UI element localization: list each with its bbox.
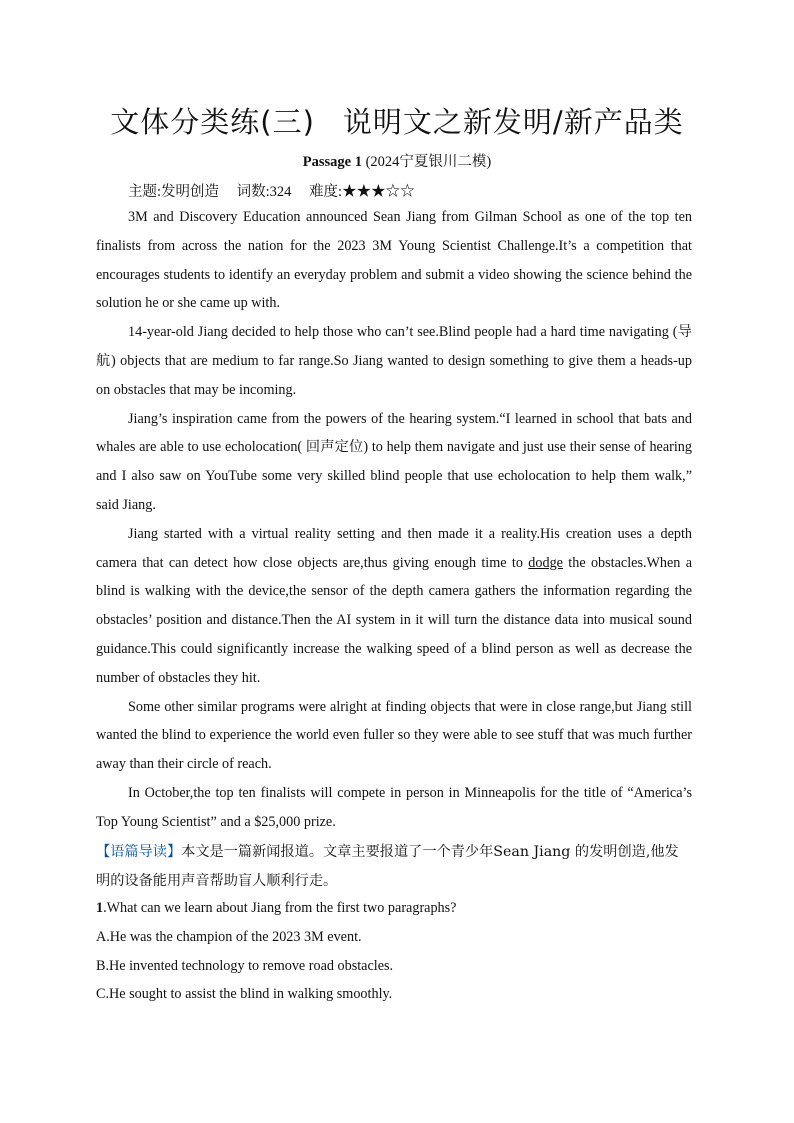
option-c: C.He sought to assist the blind in walking smoothly. — [96, 986, 393, 1003]
title-left: 文体分类练(三) — [110, 105, 315, 139]
guide-label: 【语篇导读】 — [96, 844, 182, 860]
paragraph-4 — [96, 520, 692, 693]
paragraph-2: 14-year-old Jiang decided to help those who can’t see.Blind people had a hard time navigating (导航) objects that are medium to far range.So Jiang wanted to design something to give them a heads-up on obstacles that may be incoming. — [96, 324, 692, 398]
passage-source: (2024宁夏银川二模) — [365, 154, 492, 170]
paragraph-4-part-1: Jiang started with a virtual reality setting and then made it a reality.His creation uses a depth camera that can detect how close objects are,thus giving enough time to — [96, 525, 692, 571]
paragraph-1: 3M and Discovery Education announced Sean Jiang from Gilman School as one of the top ten finalists from across the nation for the 2023 3M Young Scientist Challenge.It’s a competition that encourages students to identify an everyday problem and submit a video showing the science behind the solution he or she came up with. — [96, 209, 692, 312]
paragraph-6: In October,the top ten finalists will compete in person in Minneapolis for the title of “America’s Top Young Scientist” and a $25,000 prize. — [96, 784, 692, 830]
question-number: 1 — [96, 900, 104, 916]
question-1-stem — [96, 894, 692, 923]
difficulty-label: 难度:★★★☆☆ — [309, 184, 415, 200]
title-right: 说明文之新发明/新产品类 — [342, 105, 684, 139]
page-title — [0, 100, 794, 141]
passage-heading — [0, 150, 794, 171]
reading-guide — [96, 838, 692, 896]
topic-label: 主题:发明创造 — [128, 184, 220, 200]
paragraph-5: Some other similar programs were alright at finding objects that were in close range,but Jiang still wanted the blind to experience the world even fuller so they were able to see stuff that was much further away than their circle of reach. — [96, 698, 692, 773]
passage-label: Passage 1 — [302, 154, 362, 170]
passage-meta — [128, 180, 429, 201]
word-count-label: 词数:324 — [236, 184, 292, 200]
underlined-word: dodge — [528, 554, 563, 571]
guide-text: 本文是一篇新闻报道。文章主要报道了一个青少年Sean Jiang 的发明创造,他发明的设备能用声音帮助盲人顺利行走。 — [96, 844, 679, 889]
option-a: A.He was the champion of the 2023 3M event. — [96, 928, 362, 945]
paragraph-3: Jiang’s inspiration came from the powers of the hearing system.“I learned in school that bats and whales are able to use echolocation( 回声定位) to help them navigate and just use their sense of hearing and I also saw on YouTube some very skilled blind people that use echolocation to help them walk,” said Jiang. — [96, 410, 692, 513]
passage-body — [96, 203, 692, 837]
paragraph-4-part-2: the obstacles.When a blind is walking with the device,the sensor of the depth camera gathers the information regarding the obstacles’ position and distance.Then the AI system in it will turn the distance data into musical sound guidance.This could significantly increase the walking speed of a blind person as well as decrease the number of obstacles they hit. — [96, 554, 693, 686]
question-block — [96, 894, 692, 1009]
option-b: B.He invented technology to remove road obstacles. — [96, 957, 394, 974]
question-text: .What can we learn about Jiang from the first two paragraphs? — [103, 900, 457, 916]
